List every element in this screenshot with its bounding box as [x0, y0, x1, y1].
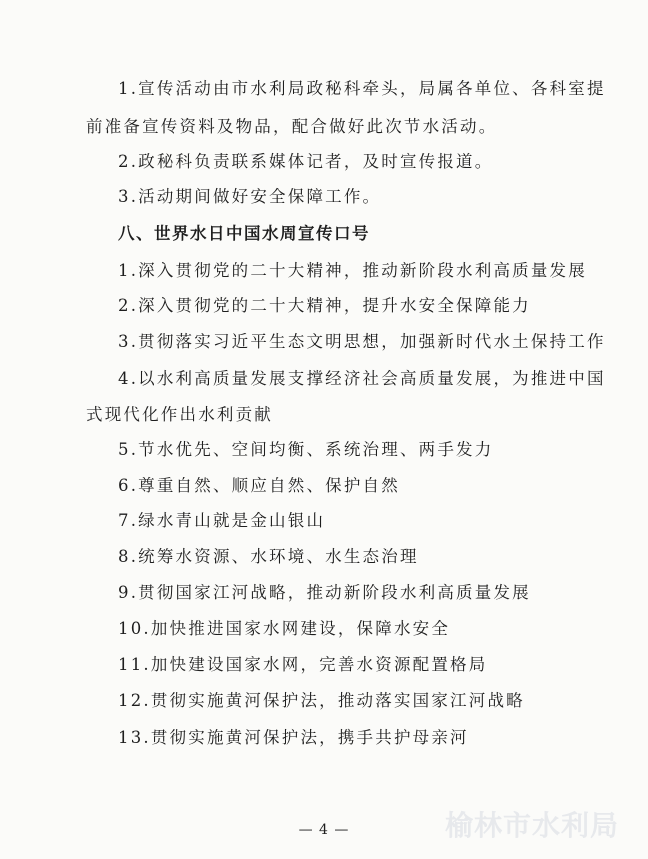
section8-heading: 八、世界水日中国水周宣传口号	[118, 224, 370, 243]
slogan-4-line2: 式现代化作出水利贡献	[86, 405, 273, 424]
section7-item-2: 2.政秘科负责联系媒体记者，及时宣传报道。	[118, 152, 494, 171]
slogan-12: 12.贯彻实施黄河保护法，推动落实国家江河战略	[118, 691, 525, 710]
slogan-13: 13.贯彻实施黄河保护法，携手共护母亲河	[118, 728, 469, 747]
watermark: 榆林市水利局	[445, 809, 620, 842]
slogan-4-line1: 4.以水利高质量发展支撑经济社会高质量发展，为推进中国	[118, 369, 606, 388]
slogan-2: 2.深入贯彻党的二十大精神，提升水安全保障能力	[118, 296, 531, 315]
slogan-1: 1.深入贯彻党的二十大精神，推动新阶段水利高质量发展	[118, 261, 587, 280]
page-number: — 4 —	[298, 822, 350, 838]
section7-item-3: 3.活动期间做好安全保障工作。	[118, 187, 382, 206]
slogan-6: 6.尊重自然、顺应自然、保护自然	[118, 476, 400, 495]
slogan-11: 11.加快建设国家水网，完善水资源配置格局	[118, 655, 488, 674]
slogan-5: 5.节水优先、空间均衡、系统治理、两手发力	[118, 440, 494, 459]
slogan-8: 8.统筹水资源、水环境、水生态治理	[118, 547, 419, 566]
slogan-7: 7.绿水青山就是金山银山	[118, 511, 326, 530]
slogan-9: 9.贯彻国家江河战略，推动新阶段水利高质量发展	[118, 583, 531, 602]
section7-item-1-line2: 前准备宣传资料及物品，配合做好此次节水活动。	[86, 117, 498, 136]
slogan-10: 10.加快推进国家水网建设，保障水安全	[118, 619, 451, 638]
slogan-3: 3.贯彻落实习近平生态文明思想，加强新时代水土保持工作	[118, 332, 606, 351]
section7-item-1-line1: 1.宣传活动由市水利局政秘科牵头，局属各单位、各科室提	[118, 79, 606, 98]
